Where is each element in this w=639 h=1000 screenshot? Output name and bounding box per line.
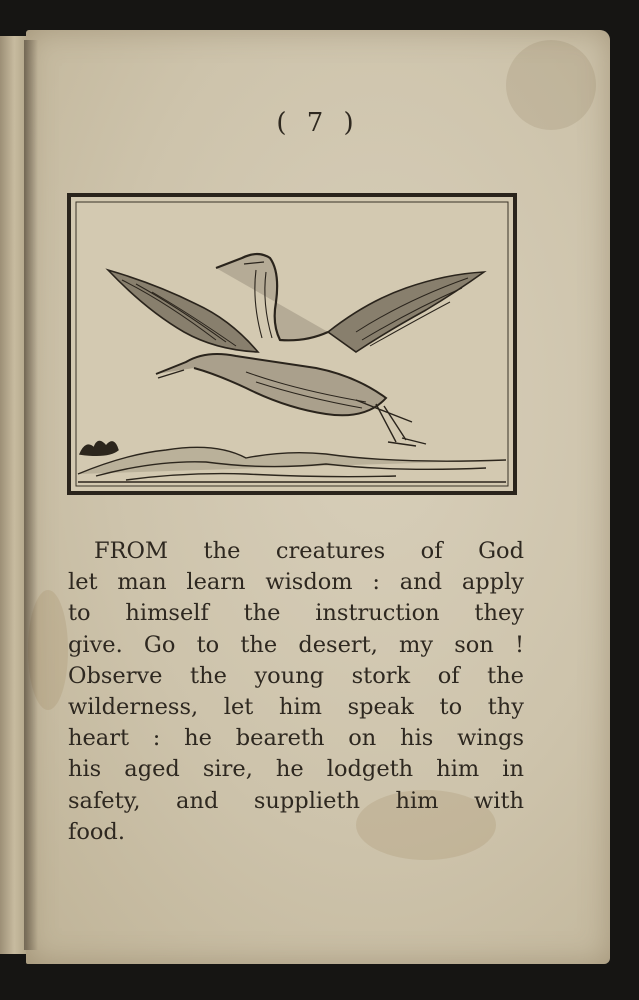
text-line: food.: [68, 818, 125, 845]
text-line: give. Go to the desert, my son !: [68, 631, 524, 658]
book-page: [26, 30, 610, 964]
page-number: ( 7 ): [276, 108, 360, 138]
text-line: wilderness, let him speak to thy: [68, 694, 524, 721]
text-line: heart : he beareth on his wings: [68, 725, 524, 752]
text-line: let man learn wisdom : and apply: [68, 569, 524, 596]
text-line: safety, and supplieth him with: [68, 787, 524, 814]
woodcut-illustration: [66, 192, 518, 496]
text-line: his aged sire, he lodgeth him in: [68, 756, 524, 783]
paragraph: [68, 536, 524, 848]
woodcut-frame: [69, 195, 515, 493]
gutter-shadow: [24, 40, 38, 950]
text-line: Observe the young stork of the: [68, 662, 524, 689]
text-line: to himself the instruction they: [68, 600, 524, 627]
text-line: FROM the creatures of God: [94, 538, 524, 564]
